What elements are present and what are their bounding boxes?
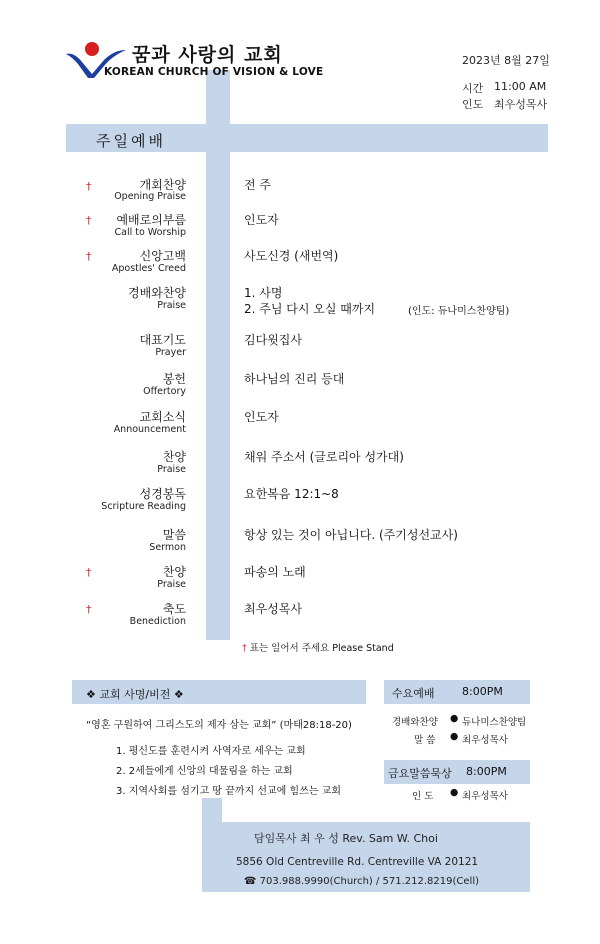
liturgy-item-label: 경배와찬양 <box>128 286 186 300</box>
vertical-band <box>206 70 230 640</box>
leader-value: 최우성목사 <box>494 98 548 111</box>
liturgy-item-label-en: Praise <box>157 300 186 311</box>
liturgy-item-value: 하나님의 진리 등대 <box>244 372 345 386</box>
mission-item: 3. 지역사회를 섬기고 땅 끝까지 선교에 힘쓰는 교회 <box>116 786 341 797</box>
liturgy-item-value: 사도신경 (새번역) <box>244 249 339 263</box>
leader-label: 인도 <box>462 98 484 111</box>
stand-note <box>242 640 394 654</box>
liturgy-item-label-en: Benediction <box>129 616 186 627</box>
liturgy-item-value: 인도자 <box>244 410 279 424</box>
church-name-en: KOREAN CHURCH OF VISION & LOVE <box>104 66 324 78</box>
liturgy-item-label-en: Scripture Reading <box>101 501 186 512</box>
liturgy-item-value: 인도자 <box>244 213 279 227</box>
bullet-icon: ● <box>450 731 459 742</box>
liturgy-item-label: 개회찬양 <box>139 178 186 192</box>
liturgy-item-label: 봉헌 <box>162 372 186 386</box>
liturgy-item-label: 성경봉독 <box>139 487 186 501</box>
bullet-icon: ● <box>450 713 459 724</box>
wednesday-row-value: 최우성목사 <box>462 735 508 746</box>
friday-title: 금요말씀묵상 <box>388 767 452 780</box>
liturgy-item-label: 신앙고백 <box>139 249 186 263</box>
church-phone: ☎ 703.988.9990(Church) / 571.212.8219(Cell) <box>244 876 480 887</box>
stand-cross-icon: † <box>86 566 92 579</box>
liturgy-item-label-en: Call to Worship <box>114 227 186 238</box>
liturgy-item-value: 요한복음 12:1~8 <box>244 487 339 501</box>
wednesday-row-label: 경배와찬양 <box>392 717 438 728</box>
liturgy-item-value: 전 주 <box>244 178 271 192</box>
liturgy-item-label-en: Offertory <box>143 386 186 397</box>
footer-stem <box>202 798 222 822</box>
liturgy-item-value: 1. 사명 <box>244 286 283 300</box>
stand-cross-icon: † <box>86 214 92 227</box>
time-value: 11:00 AM <box>494 80 547 93</box>
mission-item: 1. 평신도를 훈련시켜 사역자로 세우는 교회 <box>116 746 306 757</box>
pastor-name: 담임목사 최 우 성 Rev. Sam W. Choi <box>254 832 438 845</box>
mission-title: ❖ 교회 사명/비전 ❖ <box>86 688 184 701</box>
friday-row-label: 인 도 <box>412 791 434 802</box>
liturgy-item-label: 말씀 <box>162 528 186 542</box>
liturgy-item-value: 최우성목사 <box>244 602 302 616</box>
liturgy-item-label: 축도 <box>162 602 186 616</box>
liturgy-item-label-en: Praise <box>157 464 186 475</box>
stand-cross-icon: † <box>86 180 92 193</box>
liturgy-item-note: (인도: 듀나미스찬양팀) <box>408 306 510 317</box>
wednesday-row-value: 듀나미스찬양팀 <box>462 717 527 728</box>
liturgy-item-label: 대표기도 <box>139 333 186 347</box>
mission-quote: “영혼 구원하여 그리스도의 제자 삼는 교회” (마태28:18-20) <box>86 720 352 731</box>
friday-time: 8:00PM <box>466 765 507 778</box>
liturgy-item-label: 찬양 <box>162 565 186 579</box>
friday-row-value: 최우성목사 <box>462 791 508 802</box>
stand-cross-icon: † <box>86 250 92 263</box>
liturgy-item-label-en: Announcement <box>113 424 186 435</box>
church-name-kr: 꿈과 사랑의 교회 <box>132 44 283 66</box>
section-title: 주일예배 <box>96 132 166 150</box>
stand-cross-icon: † <box>86 603 92 616</box>
liturgy-item-label: 예배로의부름 <box>116 213 186 227</box>
wednesday-title: 수요예배 <box>392 687 435 700</box>
liturgy-item-value: 항상 있는 것이 아닙니다. (주기성선교사) <box>244 528 458 542</box>
liturgy-item-label-en: Praise <box>157 579 186 590</box>
liturgy-item-label-en: Prayer <box>155 347 186 358</box>
stand-cross-icon: † <box>242 643 247 654</box>
liturgy-item-label-en: Apostles' Creed <box>111 263 186 274</box>
liturgy-item-label: 찬양 <box>162 450 186 464</box>
liturgy-item-label-en: Sermon <box>149 542 186 553</box>
church-address: 5856 Old Centreville Rd. Centreville VA 20121 <box>236 856 479 868</box>
liturgy-item-value: 파송의 노래 <box>244 565 306 579</box>
wednesday-time: 8:00PM <box>462 685 503 698</box>
stand-note-text: 표는 일어서 주세요 Please Stand <box>249 643 394 654</box>
service-date: 2023년 8월 27일 <box>462 54 550 67</box>
liturgy-item-value-2: 2. 주님 다시 오실 때까지 <box>244 302 376 316</box>
liturgy-item-label-en: Opening Praise <box>114 191 186 202</box>
mission-item: 2. 2세들에게 신앙의 대물림을 하는 교회 <box>116 766 293 777</box>
liturgy-item-label: 교회소식 <box>139 410 186 424</box>
wednesday-row-label: 말 씀 <box>414 735 436 746</box>
time-label: 시간 <box>462 82 484 95</box>
bullet-icon: ● <box>450 787 459 798</box>
liturgy-item-value: 김다윗집사 <box>244 333 302 347</box>
liturgy-item-value: 채워 주소서 (글로리아 성가대) <box>244 450 404 464</box>
